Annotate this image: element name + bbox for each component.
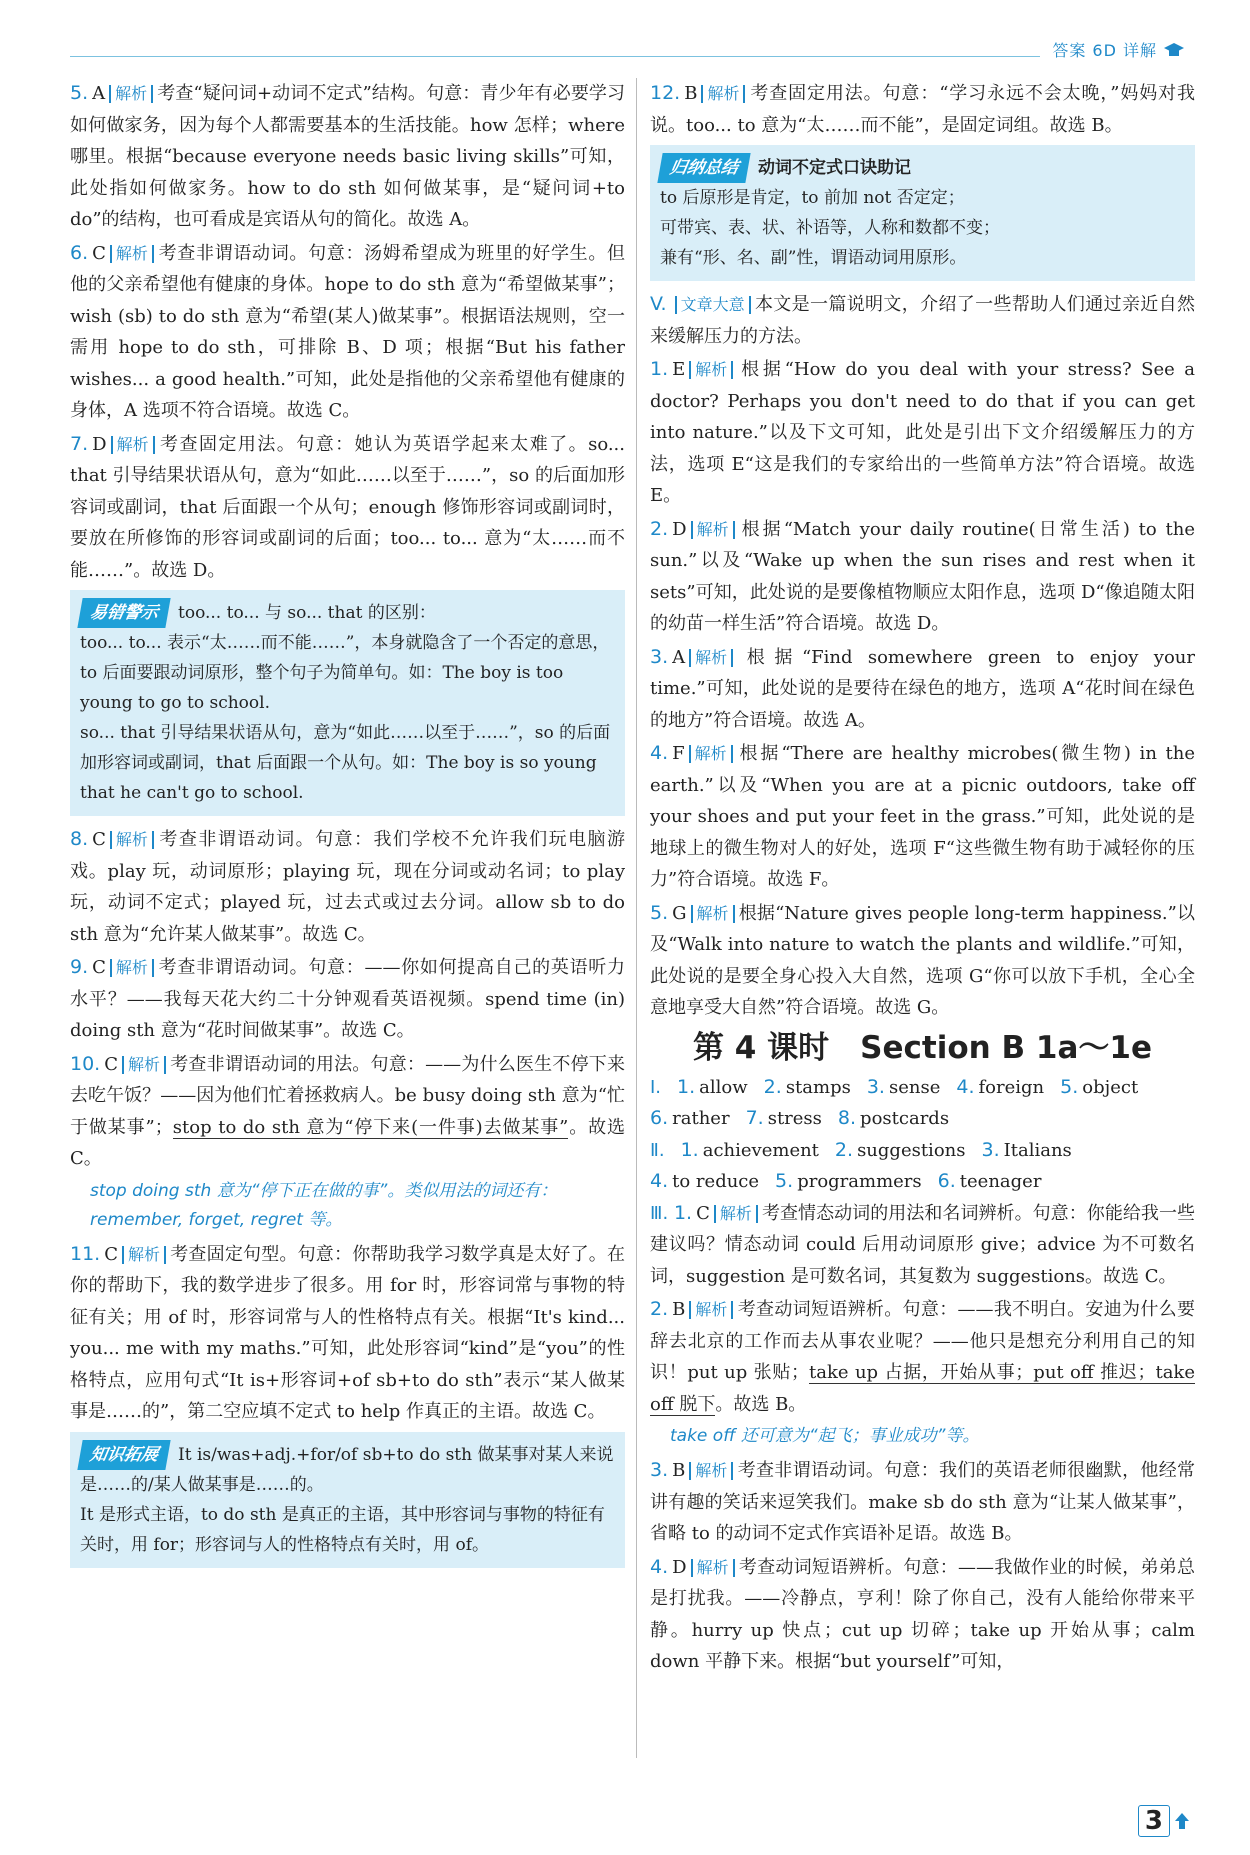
analysis-tag: 解析	[689, 745, 733, 763]
page-header	[1052, 38, 1185, 61]
answer-item-10: 10. C 解析 考查非谓语动词的用法。句意：——为什么医生不停下来去吃午饭？——因为他们忙着拯救病人。be busy doing sth 意为“忙于做某事”；stop to do sth 意为“停下来(一件事)去做某事”。故选 C。	[70, 1052, 625, 1169]
analysis-tag: 解析	[110, 831, 154, 849]
arrow-up-icon	[1174, 1812, 1190, 1830]
answer-word: 8. postcards	[837, 1107, 950, 1129]
underlined-phrase: stop to do sth 意为“停下来(一件事)去做某事”	[172, 1116, 569, 1138]
mistake-tag: 易错警示	[77, 598, 170, 628]
summary-tag: 归纳总结	[657, 153, 750, 183]
analysis-tag: 解析	[110, 245, 154, 263]
header-title: 答案 6D 详解	[1052, 41, 1157, 60]
analysis-tag: 解析	[122, 1246, 166, 1264]
section-v-intro: V. 文章大意 本文是一篇说明文，介绍了一些帮助人们通过亲近自然来缓解压力的方法。	[650, 293, 1195, 347]
answer-iii-4: 4. D 解析 考查动词短语辨析。句意：——我做作业的时候，弟弟总是打扰我。——冷静点，亨利！除了你自己，没有人能给你带来平静。hurry up 快点；cut up 切碎；take up 开始从事；calm down 平静下来。根据“but yourself”可知，	[650, 1555, 1195, 1672]
answer-item-5: 5. A 解析 考查“疑问词+动词不定式”结构。句意：青少年有必要学习如何做家务，因为每个人都需要基本的生活技能。how 怎样；where 哪里。根据“because everyone needs basic living skills”可知，此处指如何做家务。how to do sth 如何做某事，是“疑问词+to do”的结构，也可看成是宾语从句的简化。故选 A。	[70, 82, 625, 230]
underlined-phrase: take up 占据，开始从事；put off 推迟；take off 脱下	[650, 1362, 1195, 1415]
answer-item-8: 8. C 解析 考查非谓语动词。句意：我们学校不允许我们玩电脑游戏。play 玩，动词原形；playing 玩，现在分词或动名词；to play 玩，动词不定式；played 玩，过去式或过去分词。allow sb to do sth 意为“允许某人做某事”。故选 C。	[70, 828, 625, 945]
mistake-warning-box: 易错警示 too... to... 与 so... that 的区别： too... to... 表示“太……而不能……”，本身就隐含了一个否定的意思，to 后面要跟动词原形，整个句子为简单句。如：The boy is too young to go to school. so... that 引导结果状语从句，意为“如此……以至于……”，so 的后面加形容词或副词，that 后面跟一个从句。如：The boy is so young that he can't go to school.	[70, 590, 625, 816]
handwritten-note: take off 还可意为“起飞；事业成功”等。	[670, 1426, 980, 1446]
section-title: 第 4 课时 Section B 1a～1e	[693, 1029, 1152, 1066]
answer-item-7: 7. D 解析 考查固定用法。句意：她认为英语学起来太难了。so... that 引导结果状语从句，意为“如此……以至于……”，so 的后面加形容词或副词，that 后面跟一个从句；enough 修饰形容词或副词时，要放在所修饰的形容词或副词的后面；too... to... 意为“太……而不能……”。故选 D。	[70, 432, 625, 581]
part-1-answers: Ⅰ. 1. allow 2. stamps 3. sense 4. foreign 5. object 6. rather 7. stress 8. postcards	[650, 1072, 1195, 1135]
answer-v-1: 1. E 解析 根据“How do you deal with your stress? See a doctor? Perhaps you don't need to do that if you can get into nature.”以及下文可知，此处是引出下文介绍缓解压力的方法，选项 E“这是我们的专家给出的一些简单方法”符合语境。故选 E。	[650, 358, 1195, 506]
answer-word: 2. stamps	[763, 1075, 851, 1098]
answer-word: 2. suggestions	[834, 1138, 966, 1161]
knowledge-expansion-box: 知识拓展 It is/was+adj.+for/of sb+to do sth 做某事对某人来说是……的/某人做某事是……的。 It 是形式主语，to do sth 是真正的主语，其中形容词与事物的特征有关时，用 for；形容词与人的性格特点有关时，用 of。	[70, 1432, 625, 1568]
answer-v-2: 2. D 解析 根据“Match your daily routine(日常生活) to the sun.”以及“Wake up when the sun rises and rest when it sets”可知，此处说的是要像植物顺应太阳作息，选项 D“像追随太阳的幼苗一样生活”符合语境。故选 D。	[650, 517, 1195, 634]
summary-box: 归纳总结 动词不定式口诀助记 to 后原形是肯定，to 前加 not 否定定； 可带宾、表、状、补语等，人称和数都不变； 兼有“形、名、副”性，谓语动词用原形。	[650, 145, 1195, 281]
analysis-tag: 解析	[701, 85, 745, 103]
analysis-tag: 解析	[691, 521, 735, 539]
analysis-tag: 解析	[689, 361, 733, 379]
analysis-tag: 解析	[691, 1559, 735, 1577]
left-column	[70, 78, 625, 1576]
column-divider	[636, 78, 637, 1758]
main-idea-tag: 文章大意	[675, 296, 751, 314]
answer-word: 4. foreign	[956, 1075, 1045, 1098]
answer-word: 6. teenager	[937, 1170, 1042, 1192]
analysis-tag: 解析	[689, 1462, 733, 1480]
answer-word: 7. stress	[745, 1107, 822, 1129]
analysis-tag: 解析	[689, 1301, 733, 1319]
graduation-cap-icon	[1163, 41, 1185, 59]
answer-v-4: 4. F 解析 根据“There are healthy microbes(微生物) in the earth.”以及“When you are at a picnic outdoors, take off your shoes and put your feet in the grass.”可知，此处说的是地球上的微生物对人的好处，选项 F“这些微生物有助于减轻你的压力”符合语境。故选 F。	[650, 742, 1195, 890]
analysis-tag: 解析	[714, 1205, 758, 1223]
answer-word: 4. to reduce	[650, 1170, 760, 1192]
part-2-answers: Ⅱ. 1. achievement 2. suggestions 3. Italians 4. to reduce 5. programmers 6. teenager	[650, 1135, 1195, 1198]
analysis-tag: 解析	[110, 959, 154, 977]
analysis-tag: 解析	[689, 649, 733, 667]
answer-item-9: 9. C 解析 考查非谓语动词。句意：——你如何提高自己的英语听力水平？——我每天花大约二十分钟观看英语视频。spend time (in) doing sth 意为“花时间做某事”。故选 C。	[70, 956, 625, 1041]
analysis-tag: 解析	[109, 85, 153, 103]
answer-word: 3. Italians	[981, 1138, 1072, 1161]
analysis-tag: 解析	[691, 905, 735, 923]
answer-item-12: 12. B 解析 考查固定用法。句意：“学习永远不会太晚，”妈妈对我说。too... to 意为“太……而不能”，是固定词组。故选 B。	[650, 82, 1195, 136]
answer-word: 5. programmers	[775, 1170, 922, 1192]
answer-item-11: 11. C 解析 考查固定句型。句意：你帮助我学习数学真是太好了。在你的帮助下，我的数学进步了很多。用 for 时，形容词常与事物的特征有关；用 of 时，形容词常与人的性格特点有关。根据“It's kind... you... me with my maths.”可知，此处形容词“kind”是“you”的性格特点，应用句式“It is+形容词+of sb+to do sth”表示“某人做某事是……的”，第二空应填不定式 to help 作真正的主语。故选 C。	[70, 1242, 625, 1422]
answer-word: 5. object	[1060, 1075, 1139, 1098]
knowledge-tag: 知识拓展	[77, 1440, 170, 1470]
analysis-tag: 解析	[122, 1056, 166, 1074]
answer-word: 3. sense	[866, 1075, 941, 1098]
answer-v-3: 3. A 解析 根据“Find somewhere green to enjoy your time.”可知，此处说的是要待在绿色的地方，选项 A“花时间在绿色的地方”符合语境。故选 A。	[650, 645, 1195, 731]
answer-word: 1. achievement	[680, 1138, 819, 1161]
answer-iii-2: 2. B 解析 考查动词短语辨析。句意：——我不明白。安迪为什么要辞去北京的工作而去从事农业呢？——他只是想充分利用自己的知识！put up 张贴；take up 占据，开始从事；put off 推迟；take off 脱下。故选 B。	[650, 1298, 1195, 1415]
answer-iii-1: Ⅲ. 1. C 解析 考查情态动词的用法和名词辨析。句意：你能给我一些建议吗？情态动词 could 后用动词原形 give；advice 为不可数名词，suggestion 是可数名词，其复数为 suggestions。故选 C。	[650, 1201, 1195, 1287]
page-number: 3	[1138, 1805, 1190, 1837]
answer-item-6: 6. C 解析 考查非谓语动词。句意：汤姆希望成为班里的好学生。但他的父亲希望他有健康的身体。hope to do sth 意为“希望做某事”；wish (sb) to do sth 意为“希望(某人)做某事”。根据语法规则，空一需用 hope to do sth，可排除 B、D 项；根据“But his father wishes... a good health.”可知，此处是指他的父亲希望他有健康的身体，A 选项不符合语境。故选 C。	[70, 241, 625, 421]
header-rule	[70, 56, 1040, 57]
analysis-tag: 解析	[111, 436, 155, 454]
answer-word: 1. allow	[677, 1075, 748, 1098]
answer-v-5: 5. G 解析 根据“Nature gives people long-term happiness.”以及“Walk into nature to watch the plants and wildlife.”可知，此处说的是要全身心投入大自然，选项 G“你可以放下手机，全心全意地享受大自然”符合语境。故选 G。	[650, 901, 1195, 1018]
answer-iii-3: 3. B 解析 考查非谓语动词。句意：我们的英语老师很幽默，他经常讲有趣的笑话来逗笑我们。make sb do sth 意为“让某人做某事”，省略 to 的动词不定式作宾语补足语。故选 B。	[650, 1459, 1195, 1544]
handwritten-note: stop doing sth 意为“停下正在做的事”。类似用法的词还有：remember, forget, regret 等。	[90, 1180, 558, 1230]
right-column	[650, 78, 1195, 1680]
answer-word: 6. rather	[650, 1107, 730, 1129]
